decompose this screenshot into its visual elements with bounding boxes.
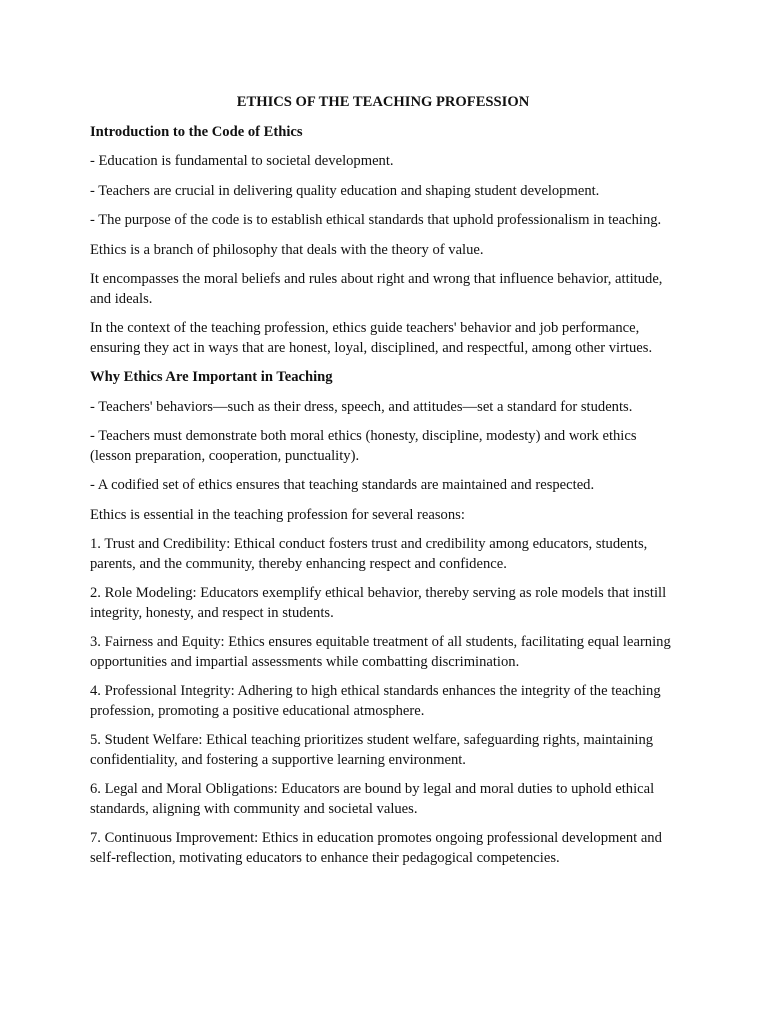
paragraph: It encompasses the moral beliefs and rules about right and wrong that influence behavior, attitude, and ideals. xyxy=(90,271,663,307)
list-item: 2. Role Modeling: Educators exemplify ethical behavior, thereby serving as role models that instill integrity, honesty, and respect in students. xyxy=(90,585,667,621)
section-heading: Introduction to the Code of Ethics xyxy=(90,123,303,140)
paragraph: - Education is fundamental to societal development. xyxy=(90,153,394,169)
paragraph: - Teachers must demonstrate both moral ethics (honesty, discipline, modesty) and work ethics (lesson preparation, cooperation, punctuality). xyxy=(90,428,637,464)
list-item: 4. Professional Integrity: Adhering to high ethical standards enhances the integrity of the teaching profession, promoting a positive educational atmosphere. xyxy=(90,683,661,719)
section-introduction xyxy=(90,123,676,359)
list-item: 6. Legal and Moral Obligations: Educators are bound by legal and moral duties to uphold ethical standards, aligning with community and societal values. xyxy=(90,781,655,817)
section-heading: Why Ethics Are Important in Teaching xyxy=(90,369,333,385)
section-importance xyxy=(90,368,676,868)
list-item: 3. Fairness and Equity: Ethics ensures equitable treatment of all students, facilitating equal learning opportunities and impartial assessments while combatting discrimination. xyxy=(90,634,671,670)
paragraph: Ethics is essential in the teaching profession for several reasons: xyxy=(90,506,465,523)
document-title: ETHICS OF THE TEACHING PROFESSION xyxy=(236,94,530,110)
list-item: 5. Student Welfare: Ethical teaching prioritizes student welfare, safeguarding rights, maintaining confidentiality, and fostering a supportive learning environment. xyxy=(90,732,654,768)
paragraph: - The purpose of the code is to establish ethical standards that uphold professionalism in teaching. xyxy=(90,212,662,228)
list-item: 7. Continuous Improvement: Ethics in education promotes ongoing professional development and self-reflection, motivating educators to enhance their pedagogical competencies. xyxy=(90,830,662,866)
paragraph: In the context of the teaching profession, ethics guide teachers' behavior and job performance, ensuring they act in ways that are honest, loyal, disciplined, and respectful, among other virtues. xyxy=(90,320,653,356)
paragraph: - A codified set of ethics ensures that teaching standards are maintained and respected. xyxy=(90,477,595,493)
paragraph: Ethics is a branch of philosophy that deals with the theory of value. xyxy=(90,241,484,258)
list-item: 1. Trust and Credibility: Ethical conduct fosters trust and credibility among educators, students, parents, and the community, thereby enhancing respect and confidence. xyxy=(90,536,648,572)
paragraph: - Teachers are crucial in delivering quality education and shaping student development. xyxy=(90,182,600,199)
paragraph: - Teachers' behaviors—such as their dress, speech, and attitudes—set a standard for students. xyxy=(90,398,633,415)
